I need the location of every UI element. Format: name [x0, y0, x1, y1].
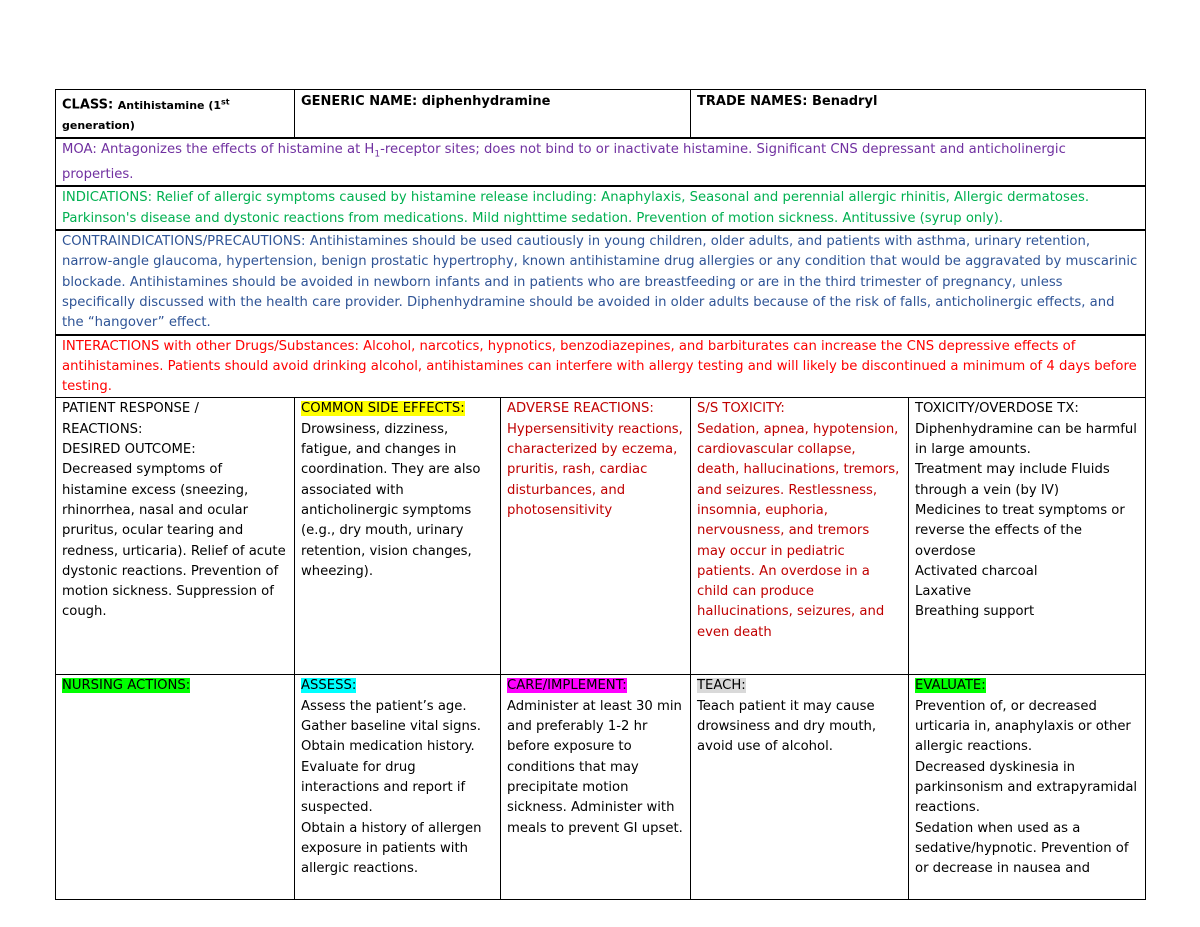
desired-outcome-title: DESIRED OUTCOME: — [62, 442, 196, 458]
drug-card-table — [55, 89, 1146, 900]
care-implement-text: Administer at least 30 min and preferably 1-2 hr before exposure to conditions that may precipitate motion sickness. Administer with meals to prevent GI upset. — [507, 698, 683, 836]
side-effects-title: COMMON SIDE EFFECTS: — [301, 401, 465, 417]
trade-name-cell — [691, 90, 1146, 139]
indications-row — [56, 186, 1146, 230]
overdose-tx-line: Diphenhydramine can be harmful in large amounts. — [915, 421, 1137, 458]
nursing-actions-title: NURSING ACTIONS: — [62, 678, 191, 694]
assess-cell — [295, 675, 501, 900]
evaluate-line: Sedation when used as a sedative/hypnotic. Prevention of or decrease in nausea and — [915, 820, 1129, 877]
side-effects-text: Drowsiness, dizziness, fatigue, and changes in coordination. They are also associated with anticholinergic symptoms (e.g., dry mouth, urinary retention, vision changes, wheezing). — [301, 421, 481, 579]
desired-outcome-text: Decreased symptoms of histamine excess (sneezing, rhinorrhea, nasal and ocular pruritus, ocular tearing and redness, urticaria). Relief of acute dystonic reactions. Prevention of motion sickness. Suppression of cough. — [62, 462, 286, 620]
interactions-row — [56, 335, 1146, 398]
evaluate-title: EVALUATE: — [915, 678, 986, 694]
assess-line: Obtain medication history. — [301, 739, 475, 755]
assess-line: Assess the patient’s age. — [301, 698, 467, 714]
patient-response-cell — [56, 398, 295, 675]
overdose-tx-line: Laxative — [915, 584, 972, 600]
care-implement-cell — [501, 675, 691, 900]
generic-name-cell — [295, 90, 691, 139]
generic-value: diphenhydramine — [421, 94, 551, 109]
class-label: CLASS: — [62, 97, 114, 113]
adverse-reactions-cell — [501, 398, 691, 675]
overdose-tx-line: Treatment may include Fluids through a vein (by IV) — [915, 462, 1110, 498]
interactions-cell: INTERACTIONS with other Drugs/Substances: Alcohol, narcotics, hypnotics, benzodiazepines, and barbiturates can increase the CNS depressive effects of antihistamines. Patients should avoid drinking alcohol, antihistamines can interfere with allergy testing and will likely be discontinued a minimum of 4 days before testing. — [56, 335, 1146, 398]
assess-line: Evaluate for drug interactions and report if suspected. — [301, 759, 466, 816]
class-value: Antihistamine (1st generation) — [62, 97, 230, 132]
indications-cell: INDICATIONS: Relief of allergic symptoms caused by histamine release including: Anaphylaxis, Seasonal and perennial allergic rhinitis, Allergic dermatoses. Parkinson's disease and dystonic reactions from medications. Mild nighttime sedation. Prevention of motion sickness. Antitussive (syrup only). — [56, 186, 1146, 230]
care-implement-title: CARE/IMPLEMENT: — [507, 678, 627, 694]
trade-label: TRADE NAMES: — [697, 94, 808, 109]
assess-line: Obtain a history of allergen exposure in patients with allergic reactions. — [301, 820, 482, 877]
nursing-row — [56, 675, 1146, 900]
patient-reactions-title: REACTIONS: — [62, 421, 143, 437]
adverse-reactions-text: Hypersensitivity reactions, characterized by eczema, pruritis, rash, cardiac disturbances, and photosensitivity — [507, 421, 683, 518]
toxicity-signs-cell — [691, 398, 909, 675]
patient-response-title: PATIENT RESPONSE / — [62, 401, 199, 417]
evaluate-line: Decreased dyskinesia in parkinsonism and extrapyramidal reactions. — [915, 759, 1138, 816]
overdose-tx-cell — [909, 398, 1146, 675]
teach-title: TEACH: — [697, 678, 746, 694]
moa-cell: MOA: Antagonizes the effects of histamine at $H_1$-receptor sites; does not bind to or inactivate histamine. Significant CNS depressant and anticholinergic properties. — [56, 138, 1146, 186]
overdose-tx-line: Breathing support — [915, 604, 1035, 620]
drug-card — [55, 89, 1145, 900]
assess-title: ASSESS: — [301, 678, 357, 694]
evaluate-cell — [909, 675, 1146, 900]
trade-value: Benadryl — [812, 94, 878, 109]
teach-cell — [691, 675, 909, 900]
header-row — [56, 90, 1146, 139]
assess-line: Gather baseline vital signs. — [301, 719, 481, 735]
response-row — [56, 398, 1146, 675]
toxicity-signs-title: S/S TOXICITY: — [697, 401, 785, 417]
generic-label: GENERIC NAME: — [301, 94, 418, 109]
adverse-reactions-title: ADVERSE REACTIONS: — [507, 401, 654, 417]
contraindications-row — [56, 230, 1146, 334]
overdose-tx-title: TOXICITY/OVERDOSE TX: — [915, 401, 1079, 417]
nursing-actions-cell — [56, 675, 295, 900]
class-cell — [56, 90, 295, 139]
side-effects-cell — [295, 398, 501, 675]
overdose-tx-line: Activated charcoal — [915, 563, 1038, 579]
teach-text: Teach patient it may cause drowsiness and dry mouth, avoid use of alcohol. — [697, 698, 877, 755]
overdose-tx-line: Medicines to treat symptoms or reverse the effects of the overdose — [915, 502, 1125, 559]
evaluate-line: Prevention of, or decreased urticaria in, anaphylaxis or other allergic reactions. — [915, 698, 1131, 755]
moa-row — [56, 138, 1146, 186]
toxicity-signs-text: Sedation, apnea, hypotension, cardiovascular collapse, death, hallucinations, tremors, and seizures. Restlessness, insomnia, euphoria, nervousness, and tremors may occur in pediatric patients. An overdose in a child can produce hallucinations, seizures, and even death — [697, 421, 900, 640]
contraindications-cell: CONTRAINDICATIONS/PRECAUTIONS: Antihistamines should be used cautiously in young children, older adults, and patients with asthma, urinary retention, narrow-angle glaucoma, hypertension, benign prostatic hypertrophy, known antihistamine drug allergies or any condition that would be aggravated by muscarinic blockade. Antihistamines should be avoided in newborn infants and in patients who are breastfeeding or are in the third trimester of pregnancy, unless specifically discussed with the health care provider. Diphenhydramine should be avoided in older adults because of the risk of falls, anticholinergic effects, and the “hangover” effect. — [56, 230, 1146, 334]
